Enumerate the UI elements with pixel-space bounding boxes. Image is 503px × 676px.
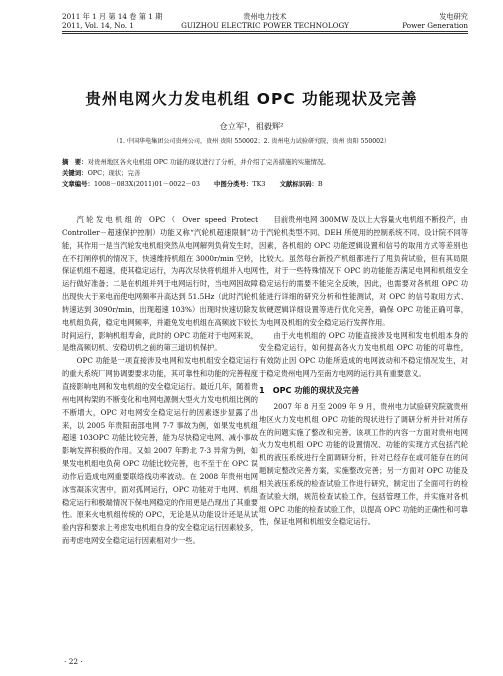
- clc-code: TK3: [252, 180, 266, 188]
- affiliation: （1. 中国华电集团公司贵州公司，贵州 贵阳 550002；2. 贵州电力试验研究院，贵州 贵阳 550002）: [113, 138, 390, 145]
- authors: 仓立军¹，祖毅辉²: [219, 121, 284, 131]
- article-title: 贵州电网火力发电机组 OPC 功能现状及完善: [85, 90, 418, 108]
- abstract: [62, 157, 468, 168]
- body-right-column: [259, 214, 468, 529]
- page-number: · 22 ·: [64, 657, 83, 666]
- section-name-cn: 发电研究: [439, 12, 468, 21]
- section-heading: 1 OPC 功能的现状及完善: [259, 384, 360, 395]
- article-meta-line: [62, 179, 468, 190]
- article-no: 1008－083X(2011)01－0022－03: [93, 180, 200, 188]
- doc-code-label: 文献标识码：: [279, 180, 318, 188]
- paragraph: 由于火电机组的 OPC 功能直接涉及电网和发电机组本身的安全稳定运行，如何提高各火力发电机组 OPC 功能的可靠性，有效防止因 OPC 功能所造成的电网波动和不稳定情况发生，对于稳定贵州电网乃至南方电网的运行具有重要意义。: [259, 330, 468, 379]
- abstract-text: 对贵州地区各火电机组 OPC 功能的现状进行了分析，并介绍了完善措施的实施情况。: [87, 158, 330, 166]
- journal-name-en: GUIZHOU ELECTRIC POWER TECHNOLOGY: [181, 21, 349, 30]
- keywords-label: 关键词：: [62, 169, 88, 177]
- article-no-label: 文章编号：: [62, 180, 94, 188]
- keywords: [62, 168, 468, 179]
- paragraph: 汽轮发电机组的 OPC（ Over speed Protect Controller－超速保护控制）功能又称“汽轮机超速限制”功能，其作用一是当汽轮发电机组突然从电网解列负荷发生时，在不打闸停机的情况下，快速维持机组在 3000r/min 空转，保证机组不超速，使其稳定运行，为再次尽快将机组并入电网运行做好准备；二是在机组并列于电网运行时，当电网因故障出现快大于来电而使电网频率升高达到 51.5Hz（此时汽轮机转速达到 3090r/min，出现超速 103%）出现时快速切除发电机组负荷，稳定电网频率，并避免发电机组在高频波下较长时间运行，影响机组寿命，此时的 OPC 功能对于电网来说，是维高频切机、安稳切机之前的第三道切机保护。: [62, 215, 258, 353]
- paragraph: OPC 功能是一项直接涉及电网和发电机组安全稳定运行的重大系统厂网协调要要求功能，其可靠性和功能的完善程度直接影响电网和发电机组的安全稳定运行。最近几年，随着贵州电网构架的不断变化和电网电源侧大型火力发电机组比例的不断增大，OPC 对电网安全稳定运行的因素逐步显露了出来，以 2005 年贵阳南部电网 7·7 事故为例，如果发电机组超速 103OPC 功能比较完善，能为尽快稳定电网、减小事故影响发挥积极的作用。又如 2007 年黔北 7·3 异常为例，如果发电机组电负荷 OPC 功能比较完善，也不至于在 OPC 误动作后造成电网重要联络线功率波动。在 2008 年贵州电网冰雪凝冻灾害中，面对孤网运行，OPC 功能对于电网、机组稳定运行和极端情况下保电网稳定的作用更是凸现出了其重要性。原来火电机组传统的 OPC，无论是从功能设计还是从试验内容和要求上考虑发电机组自身的安全稳定运行因素较多，而考虑电网安全稳定运行因素相对少一些。: [62, 356, 258, 546]
- journal-issue-en: 2011, Vol. 14, No. 1: [62, 21, 134, 30]
- journal-issue-cn: 2011 年 1 月 第 14 卷 第 1 期: [62, 12, 163, 21]
- keywords-text: OPC；现状；完善: [87, 169, 141, 177]
- abstract-label: 摘 要：: [62, 158, 88, 166]
- doc-code: B: [317, 180, 323, 188]
- body-left-column: [62, 214, 258, 548]
- running-header: [62, 12, 468, 30]
- header-rule: [62, 31, 468, 32]
- journal-name-cn: 贵州电力技术: [243, 12, 287, 21]
- paragraph: 2007 年 8 月至 2009 年 9 月，贵州电力试验研究院就贵州地区火力发电机组 OPC 功能的现状进行了调研分析并针对所存在的问题实施了整改和完善。该项工作的内容一方面对贵州电网火力发电机组 OPC 功能的设置情况、功能的实现方式包括汽轮机的液压系统进行全面调研分析，针对已经存在或可能存在的问题制定整改完善方案，实施整改完善；另一方面对 OPC 功能及相关液压系统的检查试验工作进行研究，制定出了全面可行的检查试验大纲，规范检查试验工作，包括管理工作，并实施对各机组 OPC 功能的检查试验工作，以提高 OPC 功能的正确性和可靠性，保证电网和机组安全稳定运行。: [259, 401, 468, 527]
- clc-label: 中图分类号：: [214, 180, 253, 188]
- section-name-en: Power Generation: [402, 21, 468, 30]
- paragraph: 目前贵州电网 300MW 及以上大容量火电机组不断投产，由于汽轮机类型不同、DEH 所使用的控制系统不同、设计院不同等因素，各机组的 OPC 功能逻辑设置和信号的取用方式等差别也比较大。虽然每台新投产机组都进行了甩负荷试验，但有其局限性，对于一些特殊情况下 OPC 的功能能否满足电网和机组安全稳定运行的需要不能完全反映，因此，也需要对各机组 OPC 功能进行详细的研究分析和性能测试，对 OPC 的信号取用方式、软硬逻辑详细设置等进行优化完善，确保 OPC 功能正确可靠，为电网及机组的安全稳定运行发挥作用。: [259, 215, 468, 327]
- header-rule-second: [62, 33, 468, 34]
